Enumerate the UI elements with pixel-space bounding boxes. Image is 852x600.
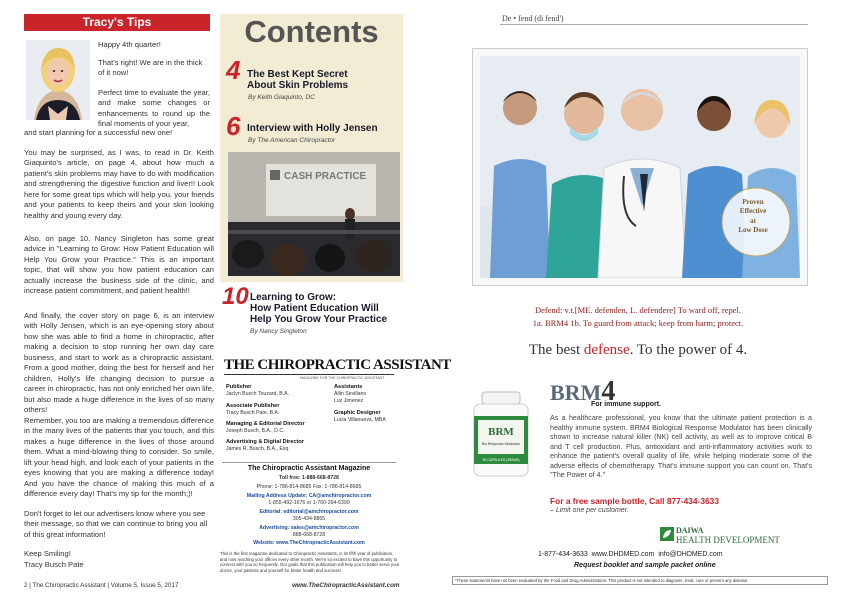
contact-mailing-phone: 1-855-492-1676 or 1-760-294-6390 — [268, 500, 350, 506]
masthead-name: James R. Busch, B.A., Esq. — [226, 446, 290, 452]
tips-paragraph: Remember, you too are making a tremendous difference in the many lives of the patients that you touch, and this makes a huge difference in the lives of those around them. What a mind-blowing thing to consider. So smile, lift your head high, and look each of your patients in the eyes knowing that you are making a difference today! And you have the chance of making this much of a difference every day! That's my tip for the month;)! — [24, 416, 214, 499]
tips-paragraph: Don't forget to let our advertisers know where you see their message, so that we can continue to bring you all of this great information! — [24, 509, 208, 539]
tips-header: Tracy's Tips — [24, 14, 210, 31]
product-bottle — [470, 390, 532, 478]
medical-team-photo — [480, 56, 800, 278]
tips-paragraph: That's right! We are in the thick of it now! — [98, 58, 203, 78]
toc-title: Help You Grow Your Practice — [250, 314, 388, 325]
masthead-blurb: This is the first magazine dedicated to Chiropractic Assistants, in its fifth year of publication, and now reaching your offices every other month. We're so excited to have this opportunity to connect with you so frequently. Our goals that this publication will help you to better serve your doctor, your patients and yourself for better health and success! — [220, 551, 400, 573]
mag-title: The Chiropractic Assistant Magazine — [247, 465, 371, 472]
masthead-name: Jaclyn Busch Touzard, B.A. — [226, 391, 290, 397]
tips-paragraph: You may be surprised, as I was, to read in Dr. Keith Giaquinto's article, on page 4, about how much a patient's skin problems may have to do with modification and strengthening the digestive function and liver!! Look here for some great tips which will help you, your friends and your patients to keep theirs and your skin looking healthy and young every day. — [24, 148, 214, 220]
masthead-name: Joseph Busch, B.A., D.C. — [226, 428, 285, 434]
ad-headline: The best defense. To the power of 4. — [528, 342, 748, 358]
contact-toll: Toll free: 1-888-668-8728 — [279, 475, 339, 481]
contact-line[interactable]: 1-877-434-3633 www.DHDMED.com info@DHDMED.com — [538, 551, 723, 558]
toc-page-number: 6 — [226, 111, 241, 141]
proven-badge: Proven Effective at Low Dose — [738, 198, 768, 235]
toc-title: Interview with Holly Jensen — [247, 123, 378, 134]
footer-issue: 2 | The Chiropractic Assistant | Volume 5, Issue 5, 2017 — [24, 582, 179, 589]
masthead-name: Lucia Villanueva, MBA — [334, 417, 386, 423]
daiwa-name: DAIWA — [676, 526, 704, 535]
masthead-name: Tracy Busch Pate, B.A. — [226, 410, 280, 416]
definition-line-1: Defend: v.t.[ME. defenden, L. defendere] To ward off, repel. — [535, 305, 741, 315]
daiwa-subname: HEALTH DEVELOPMENT — [676, 535, 780, 545]
ad-pronunciation: De • fend (di fend') — [502, 14, 564, 23]
sample-limit: – Limit one per customer. — [550, 507, 629, 514]
daiwa-leaf-icon — [660, 527, 674, 541]
contact-phone: Phone: 1-786-814-8685 Fax: 1-786-814-8685 — [256, 484, 362, 490]
tips-paragraph: and start planning for a successful new one! — [24, 128, 173, 137]
contact-editorial[interactable]: Editorial: editorial@amchiropractor.com — [259, 509, 359, 515]
masthead-heading: Assistants — [334, 384, 363, 390]
seminar-photo — [228, 152, 400, 276]
tips-paragraph: Also, on page 10, Nancy Singleton has some great advice in "Learning to Grow: How Patient Education will Help You Grow your Practice." This is an important topic, that will show you how patient education can actually increase the business side of the clinic, and increase patient commitment, and patient health!! — [24, 234, 214, 296]
masthead-logo: THE CHIROPRACTIC ASSISTANT — [224, 357, 451, 373]
sample-cta[interactable]: For a free sample bottle, Call 877-434-3633 — [550, 496, 719, 506]
toc-title: Learning to Grow: — [250, 292, 337, 303]
masthead-name: Allin Sevillano — [334, 391, 367, 397]
toc-author: By Nancy Singleton — [250, 328, 307, 335]
contact-advertising[interactable]: Advertising: sales@amchiropractor.com — [259, 525, 359, 531]
contact-website[interactable]: Website: www.TheChiropracticAssistant.com — [253, 540, 365, 546]
photo-sign-text: CASH PRACTICE — [284, 171, 367, 182]
fda-disclaimer: *These statements have not been evaluated by the Food and Drug Administration. This product is not intended to diagnose, treat, cure or prevent any disease. — [452, 576, 828, 585]
tips-paragraph: Perfect time to evaluate the year, and make some changes or enhancements to round up the final moments of your year, — [98, 88, 210, 129]
bottle-subtitle: Bio Response Modulator — [481, 442, 521, 446]
toc-title: How Patient Education Will — [250, 303, 379, 314]
contact-advertising-phone: 888-668-8728 — [292, 532, 326, 538]
toc-title: About Skin Problems — [247, 80, 349, 91]
contents-title: Contents — [244, 14, 379, 49]
contact-mailing[interactable]: Mailing Address Update: CA@amchiropractor.com — [246, 493, 372, 499]
brand-tagline: For immune support. — [591, 401, 661, 408]
contact-editorial-phone: 305-434-8865 — [292, 516, 326, 522]
masthead-heading: Graphic Designer — [334, 410, 381, 416]
toc-author: By Keith Giaquinto, DC — [248, 94, 315, 101]
tips-paragraph: And finally, the cover story on page 6, is an interview with Holly Jensen, which is an eye-opening story about how she was able to find a home in chiropractic, after making a decision to stop running her own day care business, and start to work as a chiropractic assistant. From a good mother, doing the best for herself and her children, Holly's life changing decision to pursue a career in chiropractic, has not only enriched her own life, but also made a huge difference in the lives of so many others! — [24, 311, 214, 415]
tracy-portrait — [26, 40, 90, 120]
masthead-name: Luz Jimenez — [334, 398, 364, 404]
masthead-heading: Publisher — [226, 384, 252, 390]
footer-url[interactable]: www.TheChiropracticAssistant.com — [292, 582, 400, 589]
ad-body-copy: As a healthcare professional, you know that the ultimate patient protection is a healthy immune system. BRM4 Biological Response Modulator has been clinically shown to increase natural killer (NK) cell activity, as well as to improve critical B and T cell production. Plus, antioxidant and anti-inflammatory activities work to enhance the patient's overall quality of life, while helping moderate some of the adverse effects of chemotherapy. That's immune support you can count on. That's "The Power of 4." — [550, 414, 812, 480]
tips-greeting: Happy 4th quarter! — [98, 40, 161, 49]
toc-title: The Best Kept Secret — [247, 69, 348, 80]
masthead-heading: Managing & Editorial Director — [226, 421, 305, 427]
tips-signoff: Keep Smiling! — [24, 549, 71, 558]
toc-author: By The American Chiropractor — [248, 137, 336, 144]
toc-page-number: 4 — [226, 55, 241, 85]
masthead-heading: Associate Publisher — [226, 403, 280, 409]
masthead-logo-sub: MAGAZINE FOR THE CHIROPRACTIC ASSISTANT — [300, 376, 385, 380]
tips-signature: Tracy Busch Pate — [24, 560, 84, 569]
masthead-heading: Advertising & Digital Director — [226, 439, 305, 445]
brand-logo: BRM4 — [550, 376, 616, 407]
bottle-capsule-count: 90 CAPSULES (250MG) — [482, 458, 520, 462]
definition-line-2: 1a. BRM4 1b. To guard from attack; keep from harm; protect. — [532, 318, 744, 328]
bottle-label: BRM — [488, 426, 514, 438]
booklet-request: Request booklet and sample packet online — [574, 562, 716, 569]
toc-page-number: 10 — [222, 283, 249, 310]
